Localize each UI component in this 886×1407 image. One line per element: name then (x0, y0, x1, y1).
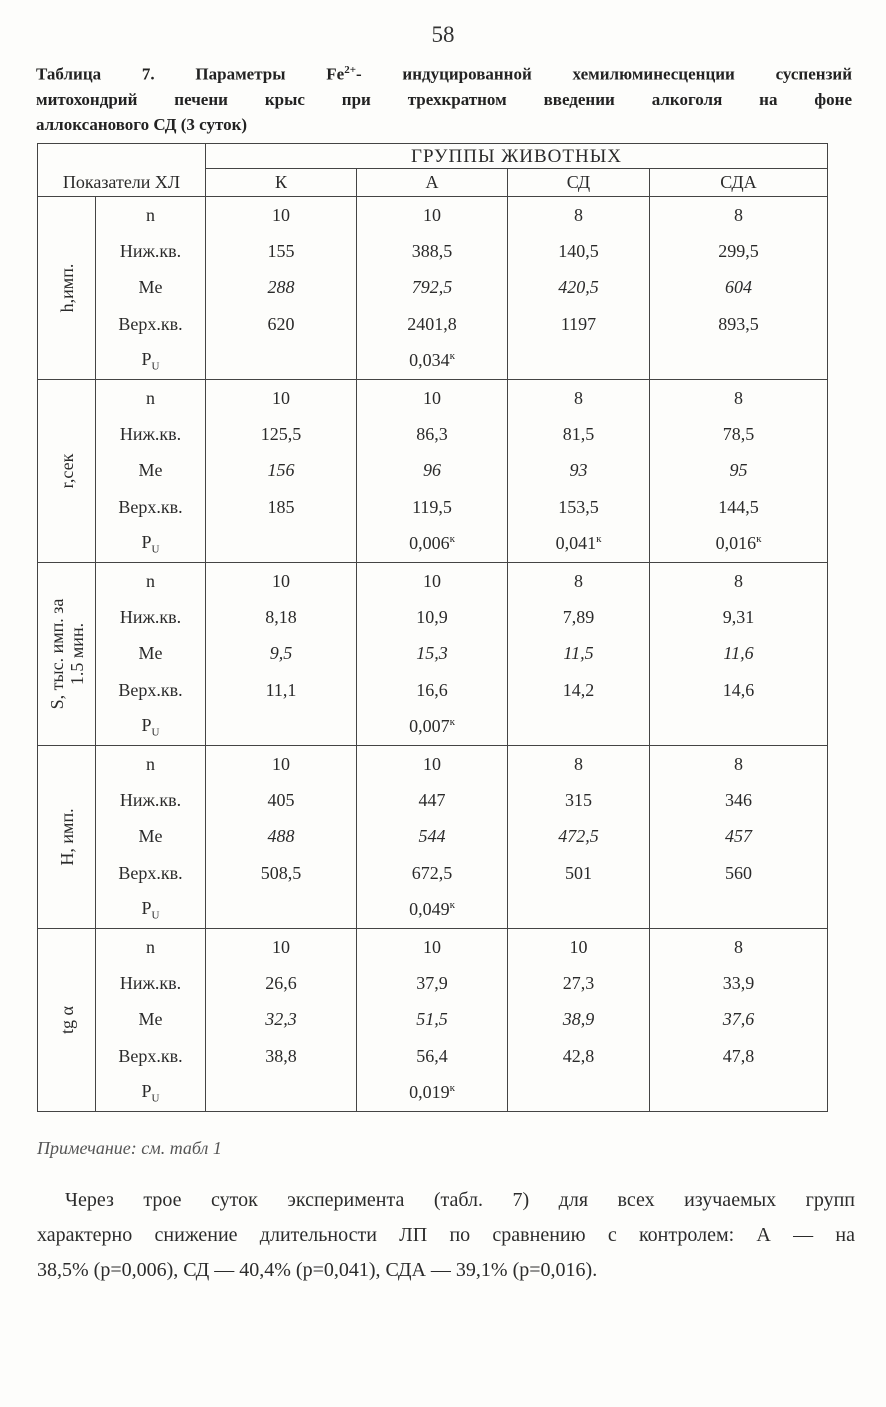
cell-sd: 501 (508, 855, 650, 891)
table-row (38, 416, 828, 452)
cell-sd: 315 (508, 782, 650, 818)
cell-k: 488 (206, 819, 357, 855)
stat-label: Me (96, 636, 206, 672)
cell-sd (508, 708, 650, 745)
cell-a: 10,9 (357, 599, 508, 635)
cell-sd: 81,5 (508, 416, 650, 452)
stat-label: Me (96, 819, 206, 855)
cell-sda (650, 891, 828, 928)
column-header-a: А (357, 169, 508, 197)
stat-label: Ниж.кв. (96, 233, 206, 269)
body-paragraph (37, 1183, 855, 1288)
cell-sd: 8 (508, 197, 650, 234)
cell-k (206, 526, 357, 563)
cell-a: 2401,8 (357, 306, 508, 342)
table-row (38, 306, 828, 342)
cell-sd: 1197 (508, 306, 650, 342)
table-row (38, 1074, 828, 1111)
cell-k: 8,18 (206, 599, 357, 635)
cell-sda: 95 (650, 453, 828, 489)
body-line-1: Через трое суток эксперимента (табл. 7) для всех изучаемых групп (65, 1189, 855, 1211)
cell-sd: 472,5 (508, 819, 650, 855)
stat-label: Верх.кв. (96, 489, 206, 525)
table-row (38, 489, 828, 525)
cell-sd: 420,5 (508, 270, 650, 306)
column-header-sda: СДА (650, 169, 828, 197)
table-row (38, 379, 828, 416)
stat-label: $P_U$ (96, 708, 206, 745)
table-row (38, 343, 828, 380)
cell-sda: 33,9 (650, 965, 828, 1001)
stat-label: $P_U$ (96, 1074, 206, 1111)
stat-label: Ниж.кв. (96, 782, 206, 818)
cell-sda: 8 (650, 562, 828, 599)
cell-sda (650, 343, 828, 380)
caption-text-after-sup: - индуцированной хемилюминесценции суспензий (355, 64, 852, 84)
cell-a: 51,5 (357, 1002, 508, 1038)
param-label-line: 1.5 мин. (66, 622, 87, 685)
cell-sd: 10 (508, 928, 650, 965)
cell-sda: 8 (650, 928, 828, 965)
param-label: H, имп. (56, 808, 77, 866)
stat-label: Верх.кв. (96, 306, 206, 342)
significance-marker: к (449, 533, 455, 546)
cell-sda: $0,016^к$ (650, 526, 828, 563)
stat-label: Ниж.кв. (96, 965, 206, 1001)
cell-sda: 457 (650, 819, 828, 855)
param-label-cell (38, 197, 96, 380)
cell-k: 155 (206, 233, 357, 269)
table-row (38, 965, 828, 1001)
body-line-3: 38,5% (р=0,006), СД — 40,4% (р=0,041), СДА — 39,1% (р=0,016). (37, 1259, 598, 1281)
cell-sda: 37,6 (650, 1002, 828, 1038)
cell-k: 9,5 (206, 636, 357, 672)
cell-k: 508,5 (206, 855, 357, 891)
cell-a: $0,034^к$ (357, 343, 508, 380)
cell-a: $0,019^к$ (357, 1074, 508, 1111)
pu-subscript: U (151, 909, 160, 922)
caption-line-3: аллоксанового СД (3 суток) (36, 114, 248, 134)
cell-sd: 14,2 (508, 672, 650, 708)
significance-marker: к (449, 899, 455, 912)
cell-k: 32,3 (206, 1002, 357, 1038)
table-row (38, 1002, 828, 1038)
table-row (38, 1038, 828, 1074)
cell-sd: 8 (508, 745, 650, 782)
cell-sda: 47,8 (650, 1038, 828, 1074)
significance-marker: к (449, 1082, 455, 1095)
cell-sda: 893,5 (650, 306, 828, 342)
cell-sd: 11,5 (508, 636, 650, 672)
cell-sd: 93 (508, 453, 650, 489)
cell-sd: 8 (508, 379, 650, 416)
table-caption (36, 58, 852, 137)
param-label-cell (38, 745, 96, 928)
cell-a: 10 (357, 928, 508, 965)
pu-subscript: U (151, 1092, 160, 1105)
cell-sd (508, 343, 650, 380)
cell-sda: 299,5 (650, 233, 828, 269)
cell-k: 10 (206, 928, 357, 965)
cell-sd: 7,89 (508, 599, 650, 635)
cell-sda: 144,5 (650, 489, 828, 525)
cell-a: $0,007^к$ (357, 708, 508, 745)
cell-a: $0,006^к$ (357, 526, 508, 563)
column-header-sd: СД (508, 169, 650, 197)
cell-a: 86,3 (357, 416, 508, 452)
stat-label: Верх.кв. (96, 1038, 206, 1074)
cell-a: 792,5 (357, 270, 508, 306)
table-row (38, 745, 828, 782)
stat-label: n (96, 928, 206, 965)
stat-label: Верх.кв. (96, 855, 206, 891)
cell-sd: 140,5 (508, 233, 650, 269)
param-label: tg α (56, 1005, 77, 1034)
cell-sda (650, 708, 828, 745)
cell-sd: 38,9 (508, 1002, 650, 1038)
stat-label: Ниж.кв. (96, 416, 206, 452)
cell-a: 672,5 (357, 855, 508, 891)
cell-sda: 560 (650, 855, 828, 891)
cell-sda: 9,31 (650, 599, 828, 635)
pu-subscript: U (151, 726, 160, 739)
header-spacer (38, 144, 206, 169)
table-row (38, 928, 828, 965)
param-label (47, 599, 87, 710)
cell-a: 96 (357, 453, 508, 489)
table-row (38, 526, 828, 563)
cell-a: 16,6 (357, 672, 508, 708)
stat-label: Me (96, 270, 206, 306)
cell-sd: 27,3 (508, 965, 650, 1001)
stat-label: $P_U$ (96, 343, 206, 380)
cell-k: 11,1 (206, 672, 357, 708)
cell-a: 119,5 (357, 489, 508, 525)
cell-sd (508, 891, 650, 928)
cell-a: 388,5 (357, 233, 508, 269)
table-row (38, 270, 828, 306)
stat-label: Ниж.кв. (96, 599, 206, 635)
cell-k: 156 (206, 453, 357, 489)
cell-a: 447 (357, 782, 508, 818)
groups-header: ГРУППЫ ЖИВОТНЫХ (206, 144, 828, 169)
body-line-2: характерно снижение длительности ЛП по сравнению с контролем: А — на (37, 1224, 855, 1246)
parameters-table (37, 143, 828, 1112)
cell-sda (650, 1074, 828, 1111)
caption-text-before-sup: Таблица 7. Параметры Fe (36, 64, 345, 84)
cell-a: 544 (357, 819, 508, 855)
cell-a: 10 (357, 562, 508, 599)
stat-label: n (96, 562, 206, 599)
stat-label: Me (96, 1002, 206, 1038)
cell-sda: 14,6 (650, 672, 828, 708)
table-row (38, 233, 828, 269)
cell-sd: 153,5 (508, 489, 650, 525)
cell-a: 15,3 (357, 636, 508, 672)
cell-sd: 42,8 (508, 1038, 650, 1074)
significance-marker: к (756, 533, 762, 546)
table-row (38, 197, 828, 234)
cell-k (206, 708, 357, 745)
caption-line-1 (36, 58, 852, 87)
param-label-cell (38, 562, 96, 745)
cell-sda: 8 (650, 379, 828, 416)
significance-marker: к (596, 533, 602, 546)
page-number: 58 (431, 22, 455, 47)
significance-marker: к (449, 350, 455, 363)
cell-a: 37,9 (357, 965, 508, 1001)
table-row (38, 599, 828, 635)
stat-label: Me (96, 453, 206, 489)
cell-k: 26,6 (206, 965, 357, 1001)
cell-k: 185 (206, 489, 357, 525)
caption-line-2: митохондрий печени крыс при трехкратном введении алкоголя на фоне (36, 89, 852, 109)
param-label-cell (38, 928, 96, 1111)
cell-k: 10 (206, 379, 357, 416)
table-row (38, 708, 828, 745)
pu-subscript: U (151, 360, 160, 373)
cell-a: 56,4 (357, 1038, 508, 1074)
cell-k (206, 343, 357, 380)
cell-a: $0,049^к$ (357, 891, 508, 928)
cell-a: 10 (357, 379, 508, 416)
cell-k: 10 (206, 562, 357, 599)
table-row (38, 782, 828, 818)
param-label: h,имп. (56, 263, 77, 313)
cell-sd: 8 (508, 562, 650, 599)
stat-label: n (96, 745, 206, 782)
table-row (38, 672, 828, 708)
stat-label: n (96, 197, 206, 234)
cell-k: 125,5 (206, 416, 357, 452)
cell-k (206, 891, 357, 928)
cell-sda: 11,6 (650, 636, 828, 672)
cell-sd: $0,041^к$ (508, 526, 650, 563)
cell-a: 10 (357, 197, 508, 234)
cell-k: 405 (206, 782, 357, 818)
cell-sda: 78,5 (650, 416, 828, 452)
cell-sda: 8 (650, 197, 828, 234)
cell-a: 10 (357, 745, 508, 782)
table-note: Примечание: см. табл 1 (37, 1138, 222, 1158)
table-row (38, 855, 828, 891)
cell-sda: 8 (650, 745, 828, 782)
param-label-cell (38, 379, 96, 562)
cell-k: 38,8 (206, 1038, 357, 1074)
table-row (38, 453, 828, 489)
stat-label: $P_U$ (96, 526, 206, 563)
cell-sda: 346 (650, 782, 828, 818)
cell-k: 620 (206, 306, 357, 342)
cell-sda: 604 (650, 270, 828, 306)
cell-sd (508, 1074, 650, 1111)
table-row (38, 891, 828, 928)
param-label-line: S, тыс. имп. за (46, 598, 67, 710)
param-header: Показатели ХЛ (38, 169, 206, 197)
caption-superscript: 2+ (344, 64, 356, 76)
stat-label: $P_U$ (96, 891, 206, 928)
cell-k: 10 (206, 745, 357, 782)
cell-k (206, 1074, 357, 1111)
significance-marker: к (449, 716, 455, 729)
table-body (38, 197, 828, 1112)
table-row (38, 819, 828, 855)
cell-k: 10 (206, 197, 357, 234)
table-row (38, 636, 828, 672)
stat-label: Верх.кв. (96, 672, 206, 708)
param-label: r,сек (56, 453, 77, 489)
pu-subscript: U (151, 543, 160, 556)
column-header-k: К (206, 169, 357, 197)
stat-label: n (96, 379, 206, 416)
table-row (38, 562, 828, 599)
cell-k: 288 (206, 270, 357, 306)
